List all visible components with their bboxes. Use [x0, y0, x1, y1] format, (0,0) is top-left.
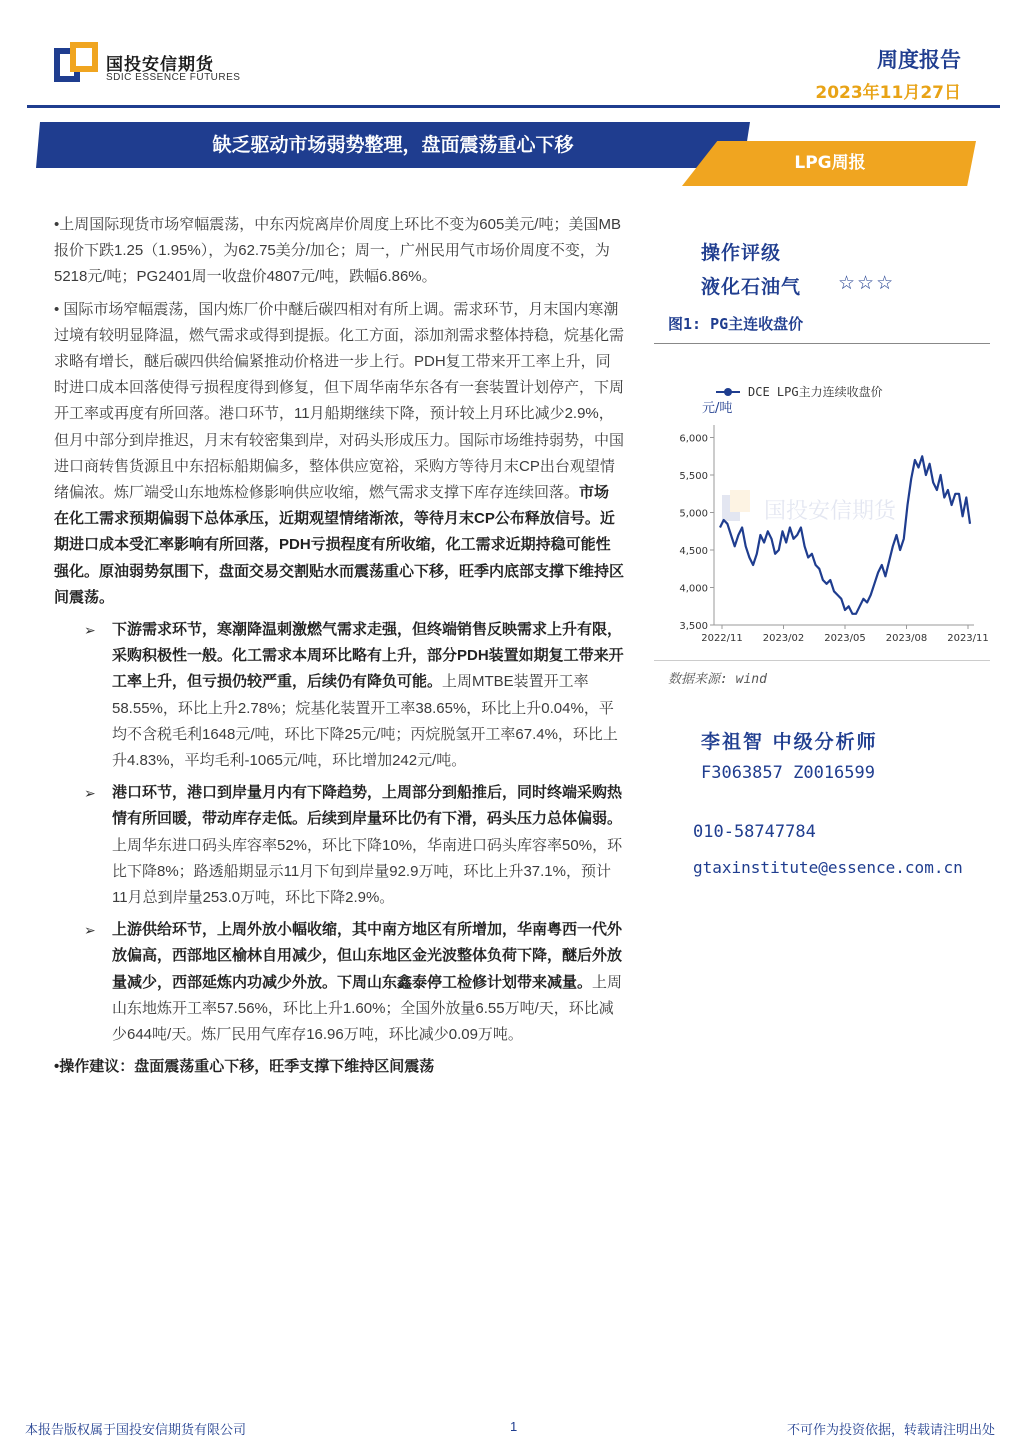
arrow-bullet-icon: ➢	[84, 785, 96, 802]
demand-section	[54, 617, 624, 774]
port-section	[54, 780, 624, 911]
demand-details: 上周MTBE装置开工率58.55%，环比上升2.78%；烷基化装置开工率38.65%，环比上升0.04%，平均不含税毛利1648元/吨，环比下降25元/吨；丙烷脱氢开工率67.4%，环比上升4.83%，平均毛利-1065元/吨，环比增加242元/吨。	[112, 673, 618, 770]
company-english-name: SDIC ESSENCE FUTURES	[106, 72, 241, 83]
figure-title: 图1: PG主连收盘价	[668, 315, 804, 333]
summary-paragraph: •上周国际现货市场窄幅震荡，中东丙烷离岸价周度上环比不变为605美元/吨；美国MB报价下跌1.25（1.95%），为62.75美分/加仑；周一，广州民用气市场价周度不变，为5218元/吨；PG2401周一收盘价4807元/吨，跌幅6.86%。	[54, 216, 621, 286]
price-line-chart	[654, 370, 994, 660]
main-content	[54, 212, 624, 1087]
y-tick-label: 4,500	[679, 546, 708, 557]
y-tick-label: 5,000	[679, 508, 708, 520]
x-tick-label: 2023/11	[947, 633, 989, 644]
watermark-logo-icon	[722, 490, 750, 521]
arrow-bullet-icon: ➢	[84, 922, 96, 939]
contact-email: gtaxinstitute@essence.com.cn	[693, 858, 963, 877]
footer-copyright: 本报告版权属于国投安信期货有限公司	[25, 1422, 247, 1437]
port-details: 上周华东进口码头库容率52%，环比下降10%，华南进口码头库容率50%，环比下降8%；路透船期显示11月下旬到岸量92.9万吨，环比上升37.1%，预计11月总到岸量253.0万吨，环比下降2.9%。	[112, 836, 623, 907]
rating-product: 液化石油气	[701, 276, 802, 298]
analysis-conclusion: 市场在化工需求预期偏弱下总体承压，近期观望情绪渐浓，等待月末CP公布释放信号。近期进口成本受汇率影响有所回落，PDH亏损程度有所收缩，化工需求近期持稳可能性强化。原油弱势氛围下，盘面交易交割贴水而震荡重心下移，旺季内底部支撑下维持区间震荡。	[54, 484, 625, 606]
contact-phone: 010-58747784	[693, 822, 816, 842]
rating-label: 操作评级	[701, 242, 782, 264]
company-name: 国投安信期货	[106, 55, 214, 75]
legend-label: DCE LPG主力连续收盘价	[748, 385, 883, 399]
operation-advice	[54, 1054, 624, 1080]
series-line	[720, 456, 970, 614]
source-divider	[654, 660, 990, 661]
arrow-bullet-icon: ➢	[84, 622, 96, 639]
report-title: 缺乏驱动市场弱势整理，盘面震荡重心下移	[212, 134, 574, 156]
footer-disclaimer: 不可作为投资依据，转载请注明出处	[786, 1422, 995, 1437]
x-tick-label: 2022/11	[701, 633, 743, 644]
x-tick-label: 2023/05	[824, 633, 866, 644]
header-divider	[27, 105, 1000, 108]
page-number: 1	[510, 1419, 518, 1434]
supply-details: 上周山东地炼开工率57.56%，环比上升1.60%；全国外放量6.55万吨/天，环比减少644吨/天。炼厂民用气库存16.96万吨，环比减少0.09万吨。	[112, 973, 623, 1044]
y-tick-label: 6,000	[679, 433, 708, 445]
company-logo-icon	[54, 42, 98, 82]
watermark-text: 国投安信期货	[764, 499, 897, 524]
y-axis-label: 元/吨	[702, 401, 733, 416]
report-tag: LPG周报	[794, 153, 866, 173]
analyst-certificate: F3063857 Z0016599	[701, 763, 875, 783]
analysis-text: • 国际市场窄幅震荡，国内炼厂价中醚后碳四相对有所上调。需求环节，月末国内寒潮过境有较明显降温，燃气需求或得到提振。化工方面，添加剂需求整体持稳，烷基化需求略有增长，醚后碳四供给偏紧推动价格进一步上行。PDH复工带来开工率上升，同时进口成本回落使得亏损程度得到修复，但下周华南华东各有一套装置计划停产，下周开工率或再度有所回落。港口环节，11月船期继续下降，预计较上月环比减少2.9%，但月中部分到岸推迟，月末有较密集到岸，对码头形成压力。国际市场维持弱势，中国进口商转售货源且中东招标船期偏多，整体供应宽裕，采购方等待月末CP出台观望情绪偏浓。炼厂端受山东地炼检修影响供应收缩，燃气需求支撑下库存连续回落。	[54, 300, 625, 502]
analysis-paragraph	[54, 297, 624, 611]
rating-stars-icon: ☆☆☆	[838, 273, 896, 294]
figure-title-divider	[654, 343, 990, 344]
x-tick-label: 2023/08	[885, 633, 928, 644]
supply-summary: 上游供给环节，上周外放小幅收缩，其中南方地区有所增加，华南粤西一代外放偏高，西部地区榆林自用减少，但山东地区金光波整体负荷下降，醚后外放量减少，西部延炼内功减少外放。下周山东鑫泰停工检修计划带来减量。	[112, 921, 623, 991]
y-tick-label: 3,500	[679, 621, 708, 632]
supply-section	[54, 917, 624, 1048]
data-source: 数据来源: wind	[668, 672, 767, 687]
report-type: 周度报告	[877, 48, 961, 72]
y-tick-label: 5,500	[679, 471, 708, 482]
operation-advice-text: •操作建议：盘面震荡重心下移，旺季支撑下维持区间震荡	[54, 1058, 435, 1076]
analyst-name: 李祖智 中级分析师	[701, 731, 878, 753]
port-summary: 港口环节，港口到岸量月内有下降趋势，上周部分到船推后，同时终端采购热情有所回暖，带动库存走低。后续到岸量环比仍有下滑，码头压力总体偏弱。	[112, 784, 623, 828]
demand-summary: 下游需求环节，寒潮降温刺激燃气需求走强，但终端销售反映需求上升有限，采购积极性一般。化工需求本周环比略有上升，部分PDH装置如期复工带来开工率上升，但亏损仍较严重，后续仍有降负可能。	[112, 621, 624, 691]
x-tick-label: 2023/02	[762, 633, 805, 644]
report-date: 2023年11月27日	[815, 83, 961, 103]
y-tick-label: 4,000	[679, 583, 708, 595]
legend-marker	[724, 388, 732, 396]
